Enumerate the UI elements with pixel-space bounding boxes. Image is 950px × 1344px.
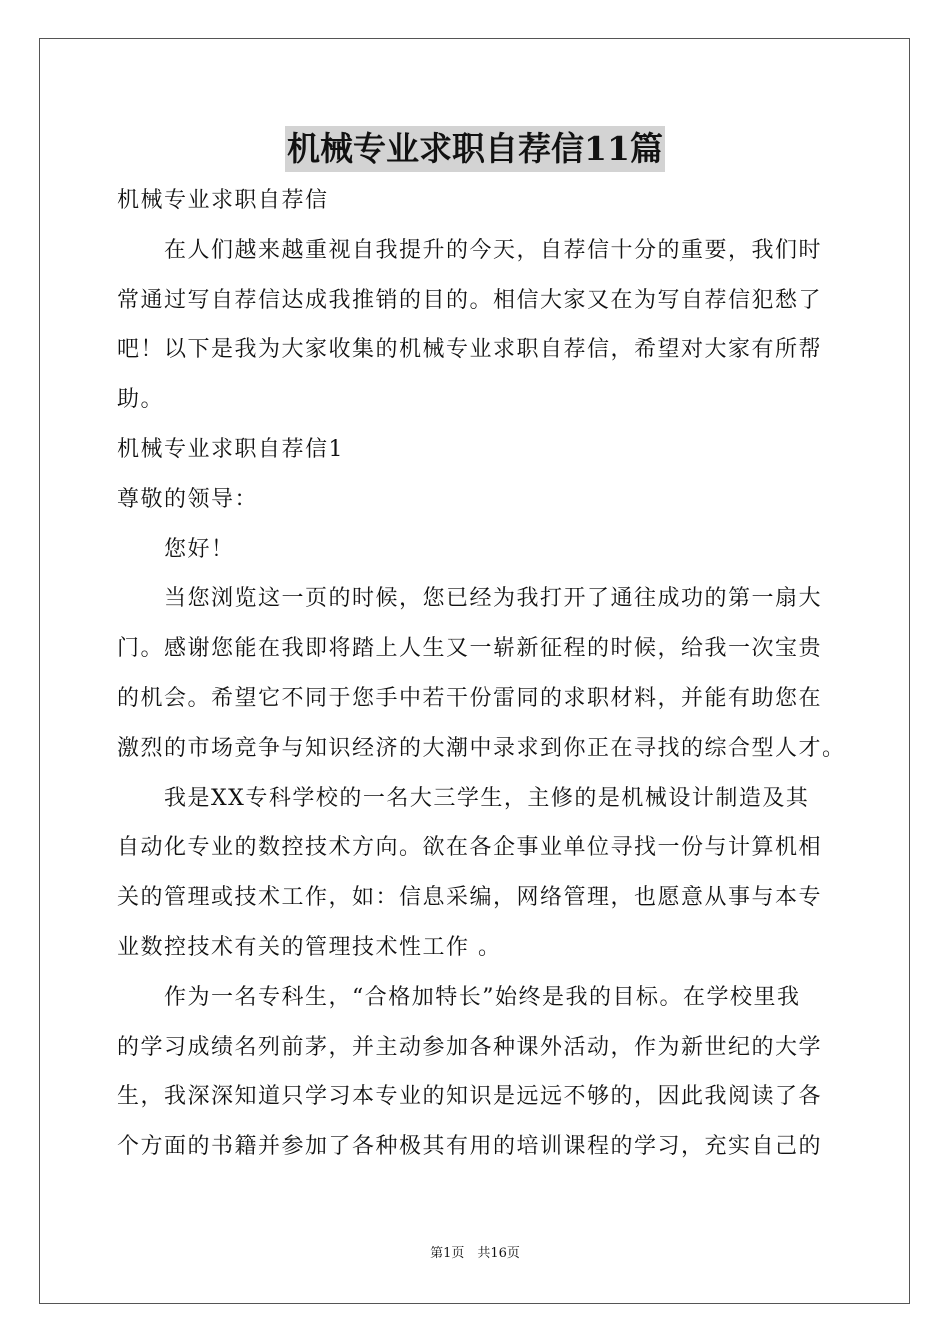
text-line: 助。	[117, 387, 165, 413]
text-line: 自动化专业的数控技术方向。欲在各企事业单位寻找一份与计算机相	[117, 835, 823, 861]
text-line: 业数控技术有关的管理技术性工作 。	[117, 934, 502, 960]
page-footer: 第1页 共16页	[430, 1246, 520, 1261]
text-line: 激烈的市场竞争与知识经济的大潮中录求到你正在寻找的综合型人才。	[117, 735, 846, 761]
text-line: 我是XX专科学校的一名大三学生，主修的是机械设计制造及其	[164, 785, 810, 811]
text-line: 生，我深深知道只学习本专业的知识是远远不够的，因此我阅读了各	[117, 1084, 823, 1110]
text-line: 您好！	[164, 536, 235, 562]
title-wrap	[0, 126, 950, 172]
text-line: 常通过写自荐信达成我推销的目的。相信大家又在为写自荐信犯愁了	[117, 287, 823, 313]
document-body	[117, 176, 846, 1172]
text-line: 在人们越来越重视自我提升的今天，自荐信十分的重要，我们时	[164, 237, 823, 263]
text-line: 当您浏览这一页的时候，您已经为我打开了通往成功的第一扇大	[164, 586, 823, 612]
text-line: 门。感谢您能在我即将踏上人生又一崭新征程的时候，给我一次宝贵	[117, 636, 823, 662]
text-line: 机械专业求职自荐信1	[117, 436, 344, 462]
text-line: 的机会。希望它不同于您手中若干份雷同的求职材料，并能有助您在	[117, 685, 823, 711]
text-line: 吧！以下是我为大家收集的机械专业求职自荐信，希望对大家有所帮	[117, 337, 823, 363]
text-line: 的学习成绩名列前茅，并主动参加各种课外活动，作为新世纪的大学	[117, 1034, 823, 1060]
text-line: 个方面的书籍并参加了各种极其有用的培训课程的学习，充实自己的	[117, 1134, 823, 1160]
text-line: 尊敬的领导：	[117, 486, 259, 512]
text-line: 作为一名专科生，“合格加特长”始终是我的目标。在学校里我	[164, 984, 801, 1010]
document-title: 机械专业求职自荐信11篇	[285, 126, 665, 172]
text-line: 关的管理或技术工作，如：信息采编，网络管理，也愿意从事与本专	[117, 885, 823, 911]
text-line: 机械专业求职自荐信	[117, 188, 329, 213]
